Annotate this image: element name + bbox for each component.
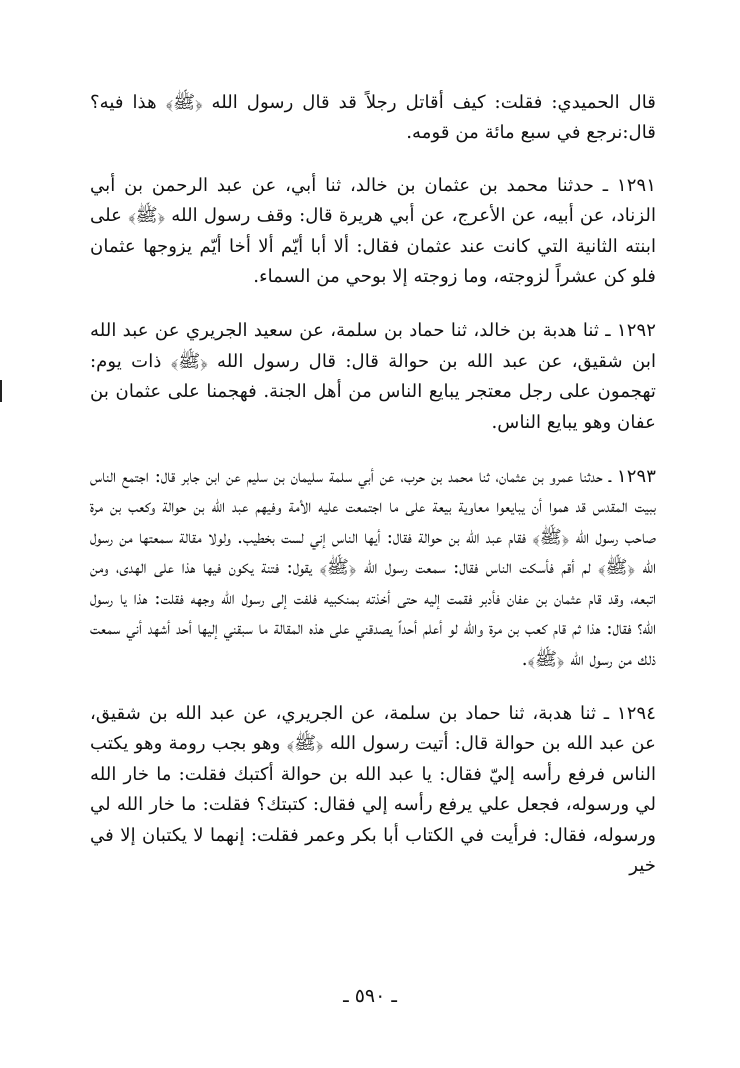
hadith-1292: ١٢٩٢ ـ ثنا هدبة بن خالد، ثنا حماد بن سلمة، عن سعيد الجريري عن عبد الله ابن شقيق، عن عبد الله بن حوالة قال: قال رسول الله ﴿ﷺ﴾ ذات يوم: تهجمون على رجل معتجر يبايع الناس من أهل الجنة. فهجمنا على عثمان بن عفان وهو يبايع الناس. (90, 320, 656, 433)
hadith-1291: ١٢٩١ ـ حدثنا محمد بن عثمان بن خالد، ثنا أبي، عن عبد الرحمن بن أبي الزناد، عن أبيه، عن الأعرج، عن أبي هريرة قال: وقف رسول الله ﴿ﷺ﴾ على ابنته الثانية التي كانت عند عثمان فقال: ألا أبا أيّم ألا أخا أيّم يزوجها عثمان فلو كن عشراً لزوجته، وما زوجته إلا بوحي من السماء. (90, 174, 656, 288)
page-body (90, 88, 656, 905)
hadith-1294: ١٢٩٤ ـ ثنا هدبة، ثنا حماد بن سلمة، عن الجريري، عن عبد الله بن شقيق، عن عبد الله بن حوالة قال: أتيت رسول الله ﴿ﷺ﴾ وهو بجب رومة وهو يكتب الناس فرفع رأسه إليّ فقال: يا عبد الله بن حوالة أكتبك فقلت: ما خار الله لي ورسوله، فجعل علي يرفع رأسه إلي فقال: كتبتك؟ فقلت: ما خار الله لي ورسوله، فقال: فرأيت في الكتاب أبا بكر وعمر فقلت: إنهما لا يكتبان إلا في خير (90, 702, 656, 876)
page-number: ـ ٥٩٠ ـ (343, 985, 397, 1007)
hadith-1293: ١٢٩٣ ـ حدثنا عمرو بن عثمان، ثنا محمد بن حرب، عن أبي سلمة سليمان بن سليم عن ابن جابر قال: اجتمع الناس ببيت المقدس قد هموا أن يبايعوا معاوية بيعة على ما اجتمعت عليه الأمة وفيهم عبد الله بن حوالة وكعب بن مرة صاحب رسول الله ﴿ﷺ﴾ فقام عبد الله بن حوالة فقال: أيها الناس إني لست بخطيب. ولولا مقالة سمعتها من رسول الله ﴿ﷺ﴾ لم أقم فأسكت الناس فقال: سمعت رسول الله ﴿ﷺ﴾ يقول: فتنة يكون فيها هذا على الهدى، ومن اتبعه، وقد قام عثمان بن عفان فأدبر فقمت إليه حتى أخذته بمنكبيه فلفت إلى رسول الله وجهه فقلت: هذا يا رسول الله؟ فقال: هذا ثم قام كعب بن مرة والله لو أعلم أحداً يصدقني على هذه المقالة ما سبقني إليها أحد أشهد أني سمعت ذلك من رسول الله ﴿ﷺ﴾. (90, 466, 656, 670)
page-edge-mark (0, 380, 2, 402)
paragraph-intro: قال الحميدي: فقلت: كيف أقاتل رجلاً قد قال رسول الله ﴿ﷺ﴾ هذا فيه؟ قال:نرجع في سبع مائة من قومه. (90, 92, 656, 144)
